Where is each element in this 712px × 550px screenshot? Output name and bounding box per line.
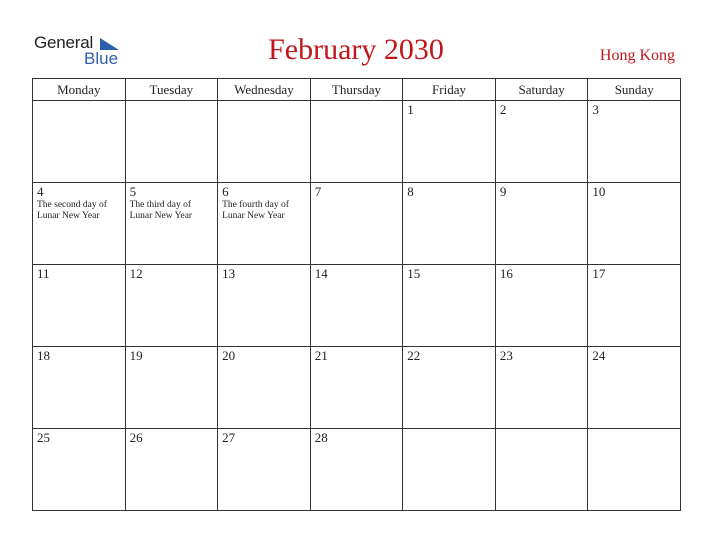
calendar-day-cell xyxy=(310,347,403,429)
day-number: 17 xyxy=(592,266,606,281)
day-number: 18 xyxy=(37,348,50,363)
region-label: Hong Kong xyxy=(599,47,675,64)
calendar-empty-cell xyxy=(125,101,218,183)
day-number: 11 xyxy=(37,266,50,281)
calendar-week-row xyxy=(33,101,681,183)
calendar-day-cell xyxy=(403,347,496,429)
day-number: 9 xyxy=(499,184,507,199)
calendar-empty-cell xyxy=(588,429,681,511)
day-number: 16 xyxy=(499,266,513,281)
calendar-week-row xyxy=(33,265,681,347)
day-number: 23 xyxy=(499,348,513,363)
calendar-empty-cell xyxy=(33,101,126,183)
weekday-header-row xyxy=(33,79,681,101)
calendar-week-row xyxy=(33,183,681,265)
day-number: 12 xyxy=(129,266,143,281)
calendar-day-cell xyxy=(33,429,126,511)
day-number: 15 xyxy=(407,266,421,281)
day-number: 10 xyxy=(592,184,606,199)
calendar-day-cell xyxy=(125,429,218,511)
calendar-day-cell xyxy=(588,265,681,347)
day-number: 3 xyxy=(592,102,599,117)
calendar-week-row xyxy=(33,347,681,429)
calendar-day-cell xyxy=(125,347,218,429)
calendar-day-cell xyxy=(588,101,681,183)
day-number: 24 xyxy=(592,348,606,363)
weekday-header: Monday xyxy=(33,79,126,101)
weekday-header: Tuesday xyxy=(125,79,218,101)
day-number: 8 xyxy=(407,184,414,199)
logo-word-blue: Blue xyxy=(84,49,119,68)
day-number: 6 xyxy=(222,184,229,199)
day-number: 13 xyxy=(222,266,236,281)
calendar-day-cell xyxy=(588,183,681,265)
calendar-day-cell xyxy=(403,183,496,265)
day-number: 22 xyxy=(407,348,421,363)
calendar-day-cell xyxy=(495,101,588,183)
holiday-note: The fourth day of Lunar New Year xyxy=(222,200,289,221)
day-number: 26 xyxy=(129,430,143,445)
calendar-week-row xyxy=(33,429,681,511)
day-number: 1 xyxy=(407,102,414,117)
day-number: 19 xyxy=(129,348,143,363)
calendar-day-cell xyxy=(310,265,403,347)
weekday-header: Sunday xyxy=(588,79,681,101)
day-number: 25 xyxy=(37,430,50,445)
holiday-note: The third day of Lunar New Year xyxy=(129,200,193,221)
day-number: 5 xyxy=(129,184,137,199)
calendar-day-cell xyxy=(588,347,681,429)
day-number: 14 xyxy=(314,266,328,281)
calendar-empty-cell xyxy=(218,101,311,183)
calendar-day-cell xyxy=(310,183,403,265)
calendar-grid xyxy=(32,78,681,511)
day-number: 28 xyxy=(314,430,328,445)
day-number: 7 xyxy=(314,184,322,199)
calendar-day-cell xyxy=(495,183,588,265)
day-number: 21 xyxy=(314,348,328,363)
day-number: 2 xyxy=(499,102,507,117)
calendar-title: February 2030 xyxy=(268,33,444,66)
weekday-header: Wednesday xyxy=(218,79,311,101)
weekday-header: Saturday xyxy=(495,79,588,101)
calendar-empty-cell xyxy=(495,429,588,511)
calendar-day-cell xyxy=(125,183,218,265)
calendar-empty-cell xyxy=(403,429,496,511)
calendar-day-cell xyxy=(33,265,126,347)
calendar-day-cell xyxy=(403,101,496,183)
calendar-day-cell xyxy=(218,265,311,347)
calendar-day-cell xyxy=(310,429,403,511)
holiday-note: The second day of Lunar New Year xyxy=(37,200,107,221)
calendar-day-cell xyxy=(33,347,126,429)
calendar-day-cell xyxy=(218,347,311,429)
day-number: 4 xyxy=(37,184,44,199)
calendar-day-cell xyxy=(403,265,496,347)
weekday-header: Friday xyxy=(403,79,496,101)
calendar-day-cell xyxy=(218,183,311,265)
logo-word-general: General xyxy=(34,33,94,52)
calendar-day-cell xyxy=(125,265,218,347)
day-number: 27 xyxy=(222,430,236,445)
calendar-day-cell xyxy=(218,429,311,511)
day-number: 20 xyxy=(222,348,236,363)
weekday-header: Thursday xyxy=(310,79,403,101)
calendar-day-cell xyxy=(33,183,126,265)
calendar-day-cell xyxy=(495,265,588,347)
calendar-empty-cell xyxy=(310,101,403,183)
calendar-day-cell xyxy=(495,347,588,429)
